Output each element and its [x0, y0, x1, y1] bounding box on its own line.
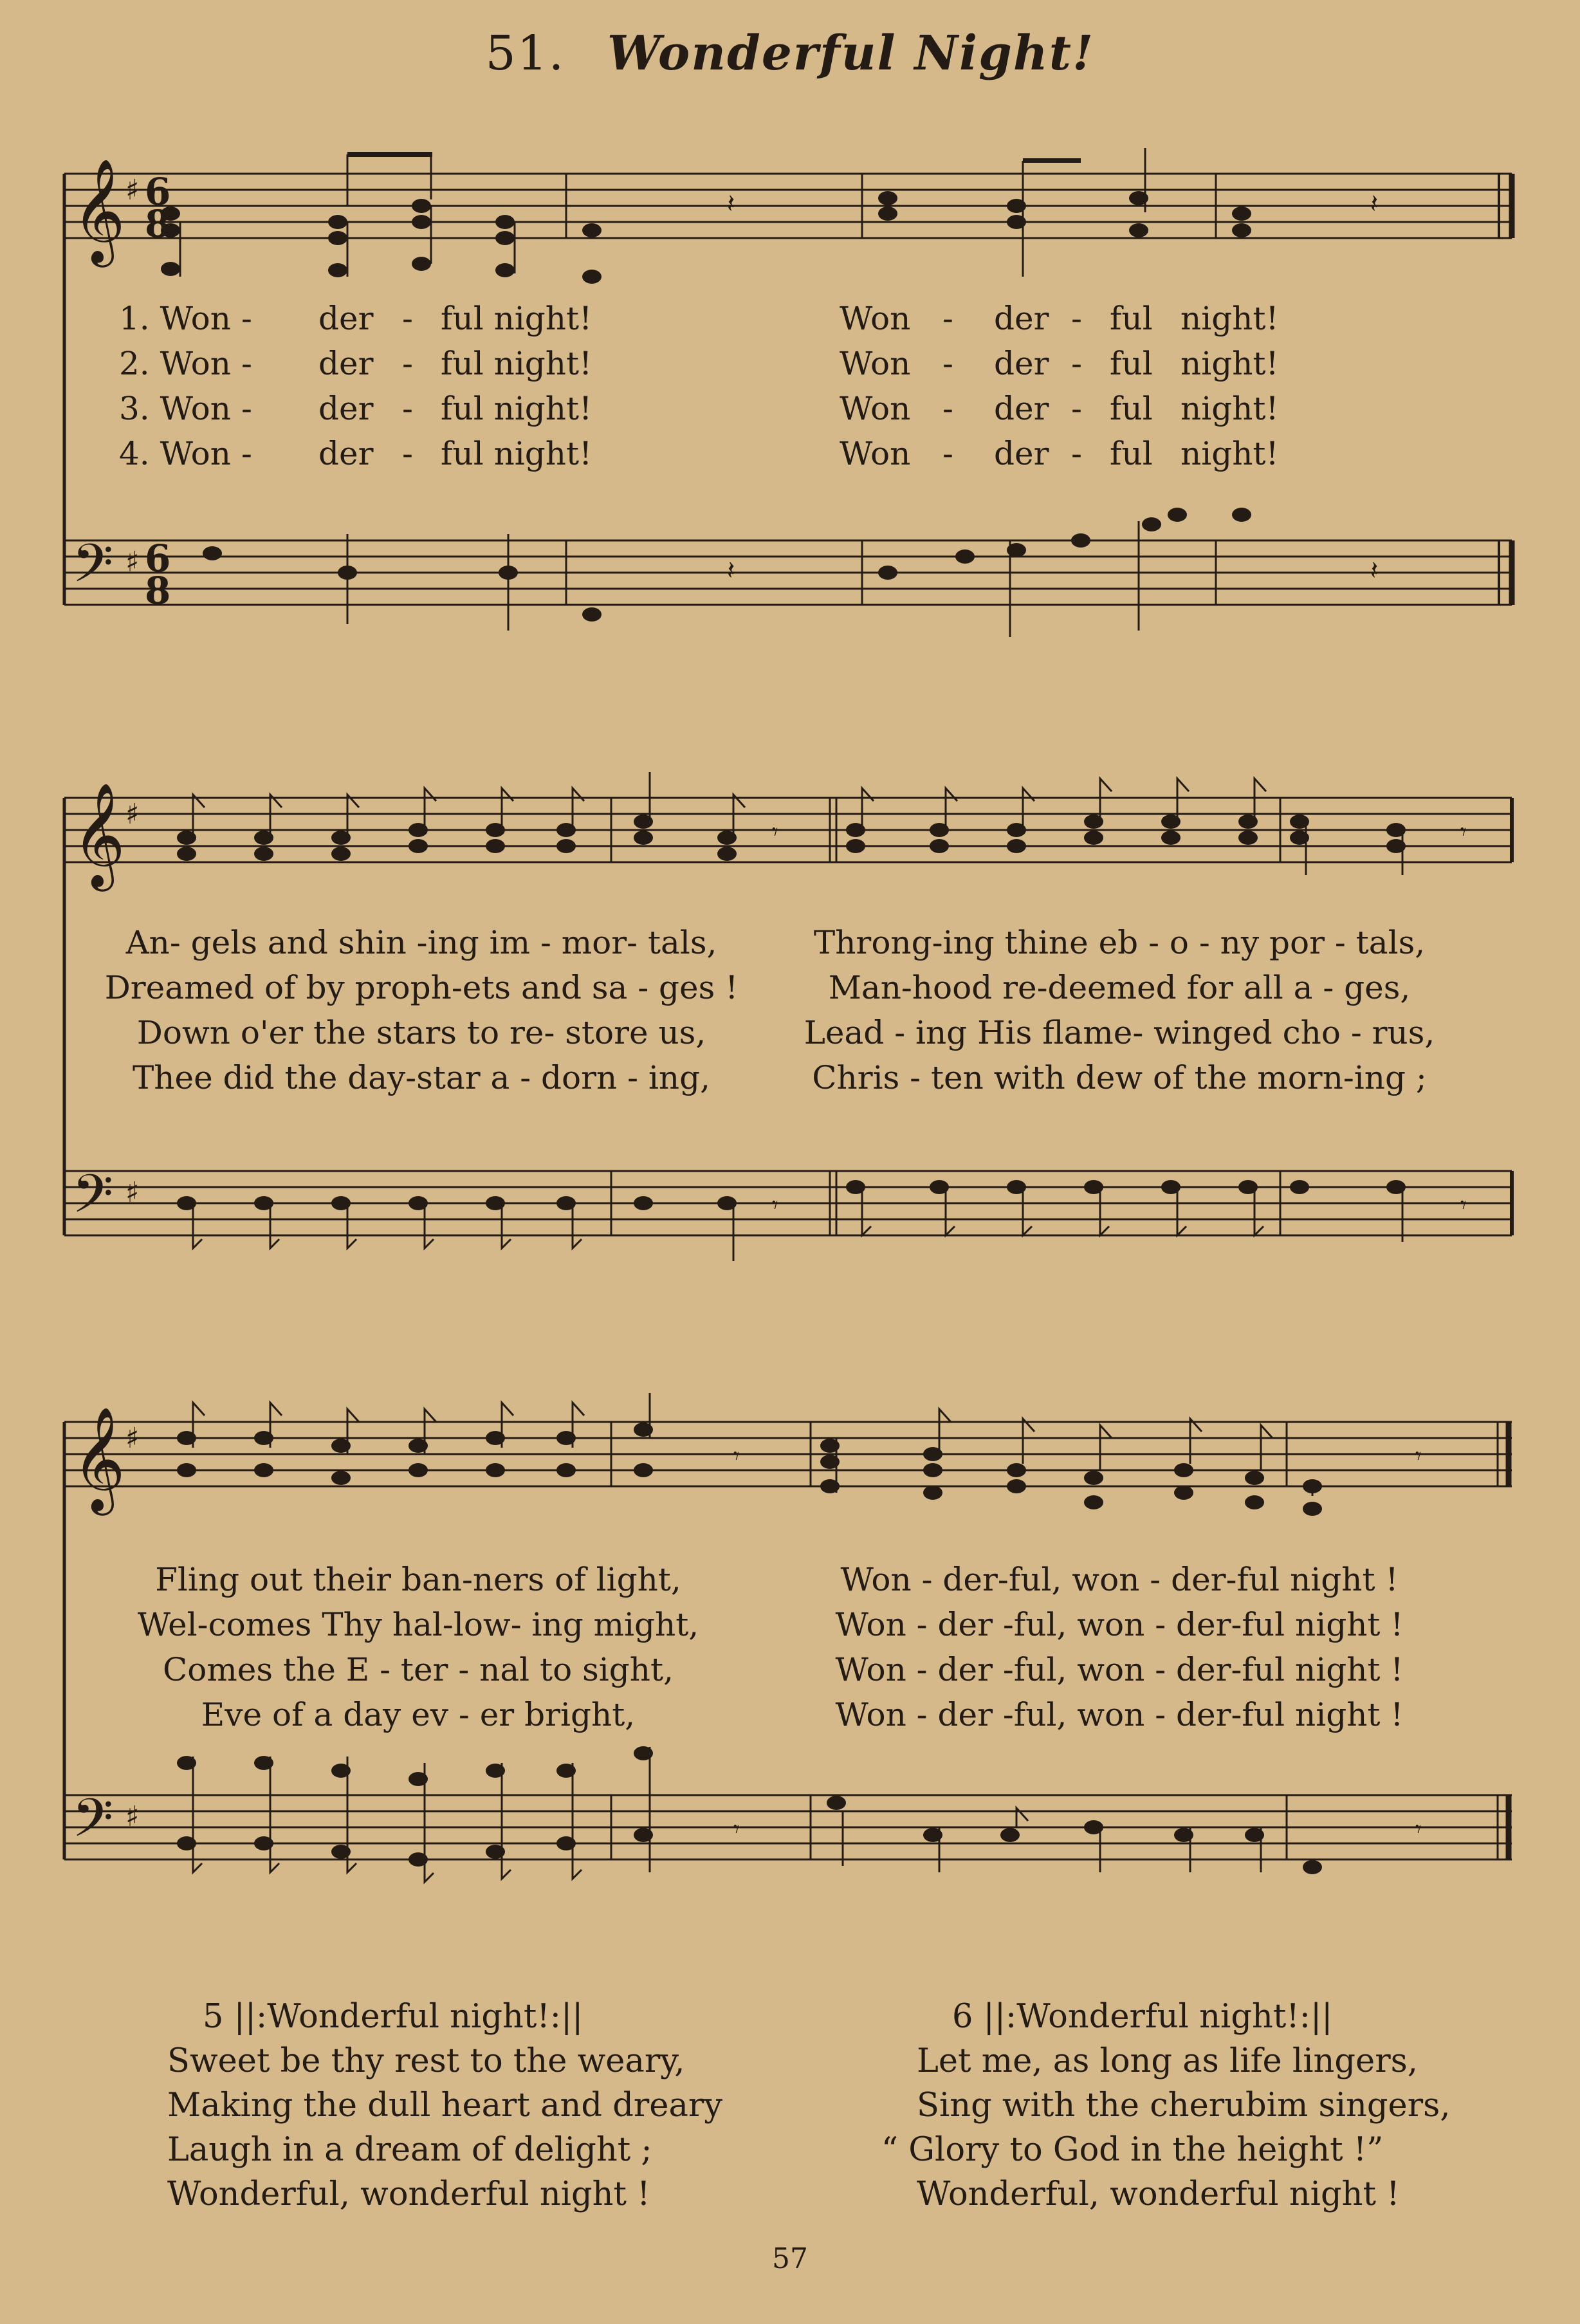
lyric-line: Down o'er the stars to re- store us,	[136, 1014, 706, 1051]
lyric-line: Won - der-ful, won - der-ful night !	[840, 1561, 1399, 1598]
key-sharp-icon: ♯	[125, 1176, 140, 1209]
lyric-line: An- gels and shin -ing im - mor- tals,	[125, 924, 717, 961]
verse-heading: 6 ||:Wonderful night!:||	[952, 1998, 1333, 2036]
lyric-line: 1. Won - der - ful night!	[119, 300, 592, 337]
bass-clef-icon: 𝄢	[72, 1787, 114, 1862]
lyric-line: 4. Won - der - ful night!	[119, 435, 592, 472]
lyric-line: Won - der - ful night!	[840, 300, 1279, 337]
key-sharp-icon: ♯	[125, 798, 140, 831]
lyrics-system-1-first-half	[119, 296, 592, 476]
svg-text:𝄾: 𝄾	[772, 819, 778, 845]
lyric-line: Won - der -ful, won - der-ful night !	[835, 1651, 1404, 1688]
verse-line: Sing with the cherubim singers,	[917, 2087, 1451, 2125]
lyrics-system-2-first-half	[96, 920, 746, 1100]
verse-5	[167, 1995, 722, 2217]
verse-heading: 5 ||:Wonderful night!:||	[203, 1998, 583, 2036]
svg-text:𝄾: 𝄾	[1460, 1192, 1467, 1219]
lyrics-system-2-second-half	[785, 920, 1454, 1100]
lyric-line: Man-hood re-deemed for all a - ges,	[828, 969, 1411, 1006]
bass-clef-icon: 𝄢	[72, 532, 114, 607]
treble-clef-icon: 𝄞	[72, 158, 125, 263]
lyric-line: Dreamed of by proph-ets and sa - ges !	[104, 969, 739, 1006]
key-sharp-icon: ♯	[125, 546, 140, 578]
time-signature-top: 6	[145, 537, 171, 580]
lyric-line: Won - der - ful night!	[840, 435, 1279, 472]
lyric-line: Eve of a day ev - er bright,	[201, 1696, 636, 1733]
time-signature-bottom: 8	[145, 569, 171, 613]
lyric-line: 3. Won - der - ful night!	[119, 390, 592, 427]
treble-clef-icon: 𝄞	[72, 1406, 125, 1511]
svg-text:𝄾: 𝄾	[772, 1192, 778, 1219]
key-sharp-icon: ♯	[125, 1800, 140, 1833]
svg-text:𝄾: 𝄾	[1460, 819, 1467, 845]
lyrics-system-3-second-half	[798, 1557, 1441, 1737]
lyrics-system-1-second-half	[840, 296, 1279, 476]
verse-line: “ Glory to God in the height !”	[881, 2131, 1384, 2169]
time-signature-bottom: 8	[145, 202, 171, 246]
lyric-line: Thee did the day-star a - dorn - ing,	[132, 1059, 711, 1096]
lyric-line: Fling out their ban-ners of light,	[155, 1561, 681, 1598]
lyrics-system-3-first-half	[96, 1557, 740, 1737]
treble-clef-icon: 𝄞	[72, 782, 125, 887]
svg-text:𝄽: 𝄽	[1370, 556, 1379, 586]
svg-text:𝄽: 𝄽	[1370, 189, 1379, 219]
lyric-line: Lead - ing His flame- winged cho - rus,	[804, 1014, 1435, 1051]
page-number: 57	[772, 2242, 808, 2275]
verse-line: Laugh in a dream of delight ;	[167, 2131, 652, 2169]
time-signature-top: 6	[145, 170, 171, 214]
key-sharp-icon: ♯	[125, 1422, 140, 1455]
svg-text:𝄾: 𝄾	[733, 1443, 740, 1470]
lyric-line: Won - der -ful, won - der-ful night !	[835, 1696, 1404, 1733]
verse-line: Sweet be thy rest to the weary,	[167, 2042, 685, 2080]
verse-line: Wonderful, wonderful night !	[917, 2175, 1400, 2213]
svg-text:𝄽: 𝄽	[727, 556, 735, 586]
hymn-number: 51.	[485, 26, 565, 81]
svg-text:𝄾: 𝄾	[1415, 1816, 1422, 1843]
verse-6	[881, 1995, 1450, 2217]
lyric-line: Comes the E - ter - nal to sight,	[163, 1651, 674, 1688]
lyric-line: Chris - ten with dew of the morn-ing ;	[812, 1059, 1427, 1096]
verse-line: Let me, as long as life lingers,	[917, 2042, 1418, 2080]
lyric-line: Won - der - ful night!	[840, 345, 1279, 382]
svg-text:𝄾: 𝄾	[733, 1816, 740, 1843]
lyric-line: Wel-comes Thy hal-low- ing might,	[137, 1606, 699, 1643]
key-sharp-icon: ♯	[125, 174, 140, 207]
hymn-name: Wonderful Night!	[607, 26, 1095, 81]
svg-text:𝄾: 𝄾	[1415, 1443, 1422, 1470]
lyric-line: Won - der -ful, won - der-ful night !	[835, 1606, 1404, 1643]
lyric-line: Won - der - ful night!	[840, 390, 1279, 427]
verse-line: Wonderful, wonderful night !	[167, 2175, 650, 2213]
svg-text:𝄽: 𝄽	[727, 189, 735, 219]
lyric-line: 2. Won - der - ful night!	[119, 345, 592, 382]
hymn-title	[0, 26, 1580, 81]
lyric-line: Throng-ing thine eb - o - ny por - tals,	[813, 924, 1426, 961]
bass-clef-icon: 𝄢	[72, 1163, 114, 1238]
verse-line: Making the dull heart and dreary	[167, 2087, 723, 2125]
